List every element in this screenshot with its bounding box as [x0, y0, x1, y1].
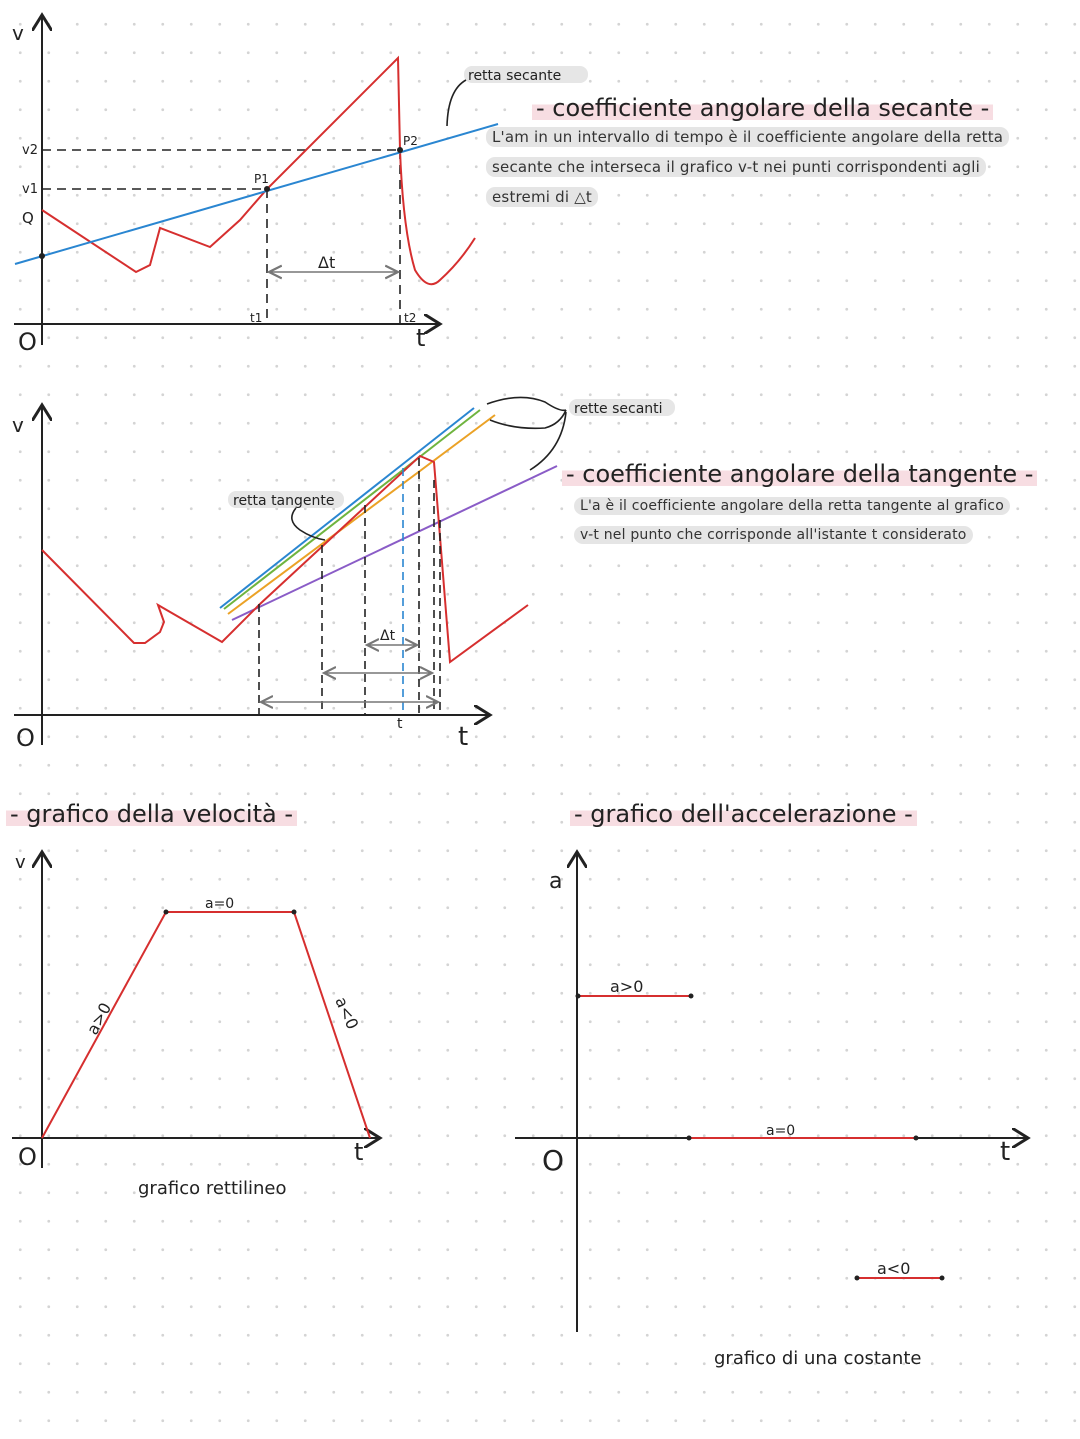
tangent-annotation: retta tangente [233, 493, 335, 509]
neg-dot-end [940, 1276, 945, 1281]
t-axis-label: t [416, 324, 426, 352]
v-axis-label-3: v [15, 852, 26, 873]
origin-label-2: O [16, 724, 35, 752]
vertex-2 [292, 910, 297, 915]
p2-label: P2 [403, 134, 418, 148]
secants-annotation: rette secanti [574, 401, 663, 417]
v-axis-label: v [12, 21, 24, 45]
zero-dot-end [914, 1136, 919, 1141]
delta-t-label: Δt [318, 253, 336, 272]
acceleration-graph-title: - grafico dell'accelerazione - [570, 800, 917, 828]
secant-text-line-2: secante che interseca il grafico v-t nei punti corrispondenti agli [486, 157, 986, 177]
tangent-text-line-1: L'a è il coefficiente angolare della retta tangente al grafico [574, 497, 1010, 515]
delta-t-label-2: Δt [380, 628, 396, 644]
down-label: a<0 [331, 993, 363, 1033]
t-mark-label: t [397, 716, 403, 732]
tangent-text [574, 492, 1064, 550]
velocity-caption: grafico rettilineo [138, 1178, 287, 1199]
vertex-1 [164, 910, 169, 915]
secant-line-green [224, 410, 480, 609]
v2-label: v2 [22, 143, 38, 158]
tangent-title: - coefficiente angolare della tangente - [562, 460, 1037, 488]
origin-label: O [18, 328, 37, 356]
secant-annotation: retta secante [468, 68, 562, 84]
secant-title: - coefficiente angolare della secante - [532, 94, 993, 122]
t-axis-label-2: t [458, 722, 469, 752]
secant-annotation-pointer [447, 80, 466, 126]
t-axis-label-4: t [1000, 1137, 1011, 1167]
t-axis-label-3: t [354, 1138, 364, 1166]
neg-label: a<0 [877, 1259, 911, 1278]
p1-label: P1 [254, 172, 269, 186]
pos-dot-end [689, 994, 694, 999]
zero-dot-start [687, 1136, 692, 1141]
flat-label: a=0 [205, 896, 235, 912]
tangent-diagram [12, 397, 675, 752]
t1-label: t1 [250, 311, 263, 325]
t2-label: t2 [404, 311, 417, 325]
v1-label: v1 [22, 182, 38, 197]
q-point [39, 253, 45, 259]
q-label: Q [22, 209, 34, 227]
v-axis-label-2: v [12, 413, 24, 437]
pos-label: a>0 [610, 977, 644, 996]
acceleration-graph [515, 852, 1028, 1369]
secant-text-line-1: L'am in un intervallo di tempo è il coefficiente angolare della retta [486, 127, 1009, 147]
zero-label: a=0 [766, 1123, 796, 1139]
velocity-graph [12, 852, 380, 1199]
tangent-text-line-2: v-t nel punto che corrisponde all'istante t considerato [574, 526, 973, 544]
neg-dot-start [855, 1276, 860, 1281]
secant-text [486, 122, 1066, 212]
velocity-curve-2 [42, 456, 528, 662]
velocity-graph-title: - grafico della velocità - [6, 800, 297, 828]
origin-label-3: O [18, 1143, 37, 1171]
acceleration-caption: grafico di una costante [714, 1348, 922, 1369]
p1-point [264, 186, 270, 192]
secant-text-line-3: estremi di △t [486, 187, 598, 207]
secant-line [15, 124, 498, 264]
a-axis-label: a [549, 869, 563, 894]
origin-label-4: O [542, 1144, 565, 1177]
pos-dot-start [576, 994, 581, 999]
up-label: a>0 [82, 999, 116, 1038]
secants-brace [487, 397, 566, 470]
